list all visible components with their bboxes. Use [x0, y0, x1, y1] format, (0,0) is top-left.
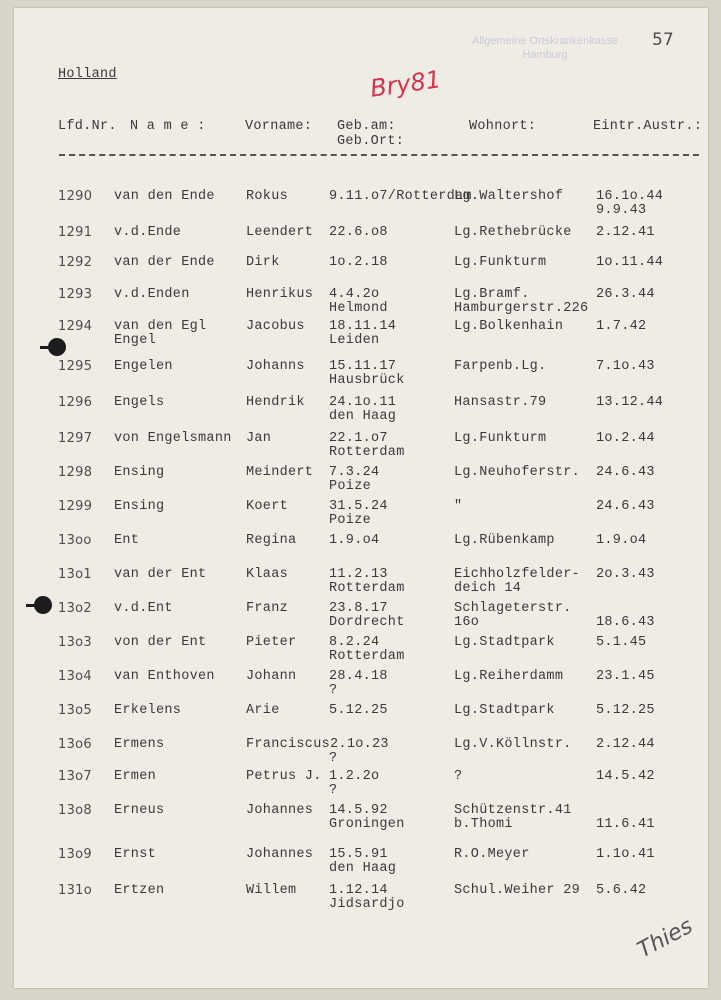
table-row — [14, 314, 708, 348]
entry-date: 5.6.42 — [596, 883, 647, 898]
residence-line-2: Hamburgerstr.226 — [454, 301, 589, 316]
table-row — [14, 732, 708, 766]
first-name: Arie — [246, 703, 280, 718]
surname: van Enthoven — [114, 669, 215, 684]
record-number: 13o3 — [58, 635, 92, 650]
surname: van der Ent — [114, 567, 207, 582]
residence: R.O.Meyer — [454, 847, 530, 862]
table-row — [14, 764, 708, 798]
surname: Ent — [114, 533, 140, 548]
document-page — [14, 8, 708, 988]
first-name: Meindert — [246, 465, 314, 480]
birth-date: 11.2.13 — [329, 567, 388, 582]
record-number: 13o2 — [58, 601, 92, 616]
birth-date: 22.6.o8 — [329, 225, 388, 240]
birth-place: Poize — [329, 479, 372, 494]
surname: Engelen — [114, 359, 173, 374]
birth-date: 31.5.24 — [329, 499, 388, 514]
first-name: Hendrik — [246, 395, 305, 410]
residence: Schützenstr.41 — [454, 803, 572, 818]
birth-place: Dordrecht — [329, 615, 405, 630]
entry-date: 1.9.o4 — [596, 533, 647, 548]
surname: van den Egl — [114, 319, 207, 334]
first-name: Klaas — [246, 567, 289, 582]
table-row — [14, 878, 708, 912]
birth-place: Rotterdam — [329, 581, 405, 596]
birth-date: 7.3.24 — [329, 465, 380, 480]
entry-date: 24.6.43 — [596, 499, 655, 514]
entry-date: 26.3.44 — [596, 287, 655, 302]
col-eintr-austr: Eintr.Austr.: — [593, 119, 703, 134]
surname: Ernst — [114, 847, 157, 862]
residence-line-2: b.Thomi — [454, 817, 513, 832]
record-number: 13o4 — [58, 669, 92, 684]
entry-date: 16.1o.44 — [596, 189, 664, 204]
header-divider — [59, 154, 699, 156]
residence: Lg.Funkturm — [454, 255, 547, 270]
first-name: Johannes — [246, 847, 314, 862]
birth-place: Rotterdam — [329, 649, 405, 664]
faded-stamp — [460, 34, 630, 62]
residence: ? — [454, 769, 463, 784]
table-row — [14, 390, 708, 424]
first-name: Rokus — [246, 189, 289, 204]
residence: Schul.Weiher 29 — [454, 883, 581, 898]
record-number: 131o — [58, 883, 92, 898]
surname-line-2: Engel — [114, 333, 157, 348]
table-row — [14, 664, 708, 698]
residence: Schlageterstr. — [454, 601, 572, 616]
table-row — [14, 184, 708, 218]
record-number: 1298 — [58, 465, 93, 480]
table-row — [14, 460, 708, 494]
record-number: 13o6 — [58, 737, 92, 752]
first-name: Franciscus2.1o.23 — [246, 737, 389, 752]
col-geb-am: Geb.am: — [337, 119, 396, 134]
table-row — [14, 630, 708, 664]
table-row — [14, 698, 708, 732]
first-name: Willem — [246, 883, 297, 898]
residence: Lg.Stadtpark — [454, 635, 555, 650]
record-number: 13o8 — [58, 803, 92, 818]
birth-date: 14.5.92 — [329, 803, 388, 818]
surname: Engels — [114, 395, 165, 410]
first-name: Johann — [246, 669, 297, 684]
record-number: 13o7 — [58, 769, 92, 784]
birth-place: Poize — [329, 513, 372, 528]
residence: Lg.Funkturm — [454, 431, 547, 446]
entry-date: 23.1.45 — [596, 669, 655, 684]
birth-place: ? — [329, 683, 338, 698]
table-row — [14, 528, 708, 562]
birth-place: ? — [329, 783, 338, 798]
entry-date: 1.7.42 — [596, 319, 647, 334]
birth-date: 15.11.17 — [329, 359, 397, 374]
surname: von Engelsmann — [114, 431, 232, 446]
entry-date: 14.5.42 — [596, 769, 655, 784]
birth-date: 28.4.18 — [329, 669, 388, 684]
table-row — [14, 220, 708, 254]
birth-place: ? — [329, 751, 338, 766]
record-number: 13o1 — [58, 567, 92, 582]
surname: Ensing — [114, 465, 165, 480]
surname: von der Ent — [114, 635, 207, 650]
exit-date: 9.9.43 — [596, 203, 647, 218]
residence: Farpenb.Lg. — [454, 359, 547, 374]
entry-date: 5.12.25 — [596, 703, 655, 718]
table-row — [14, 282, 708, 316]
entry-date: 7.1o.43 — [596, 359, 655, 374]
first-name: Johanns — [246, 359, 305, 374]
col-name: N a m e : — [130, 119, 206, 134]
birth-date: 1.12.14 — [329, 883, 388, 898]
birth-date: 5.12.25 — [329, 703, 388, 718]
birth-place: Helmond — [329, 301, 388, 316]
record-number: 1299 — [58, 499, 93, 514]
record-number: 1290 — [58, 189, 93, 204]
record-number: 1295 — [58, 359, 93, 374]
table-row — [14, 842, 708, 876]
surname: Ensing — [114, 499, 165, 514]
residence: Lg.V.Köllnstr. — [454, 737, 572, 752]
residence: " — [454, 499, 463, 514]
first-name: Pieter — [246, 635, 297, 650]
birth-place: Groningen — [329, 817, 405, 832]
birth-place: Jidsardjo — [329, 897, 405, 912]
birth-date: 18.11.14 — [329, 319, 397, 334]
birth-place: den Haag — [329, 861, 397, 876]
col-geb-ort: Geb.Ort: — [337, 134, 405, 149]
surname: van der Ende — [114, 255, 215, 270]
residence: Lg.Stadtpark — [454, 703, 555, 718]
birth-place: Leiden — [329, 333, 380, 348]
birth-date: 9.11.o7/Rotterdam — [329, 189, 472, 204]
entry-date: 2o.3.43 — [596, 567, 655, 582]
residence: Eichholzfelder- — [454, 567, 581, 582]
record-number: 1293 — [58, 287, 93, 302]
surname: Erneus — [114, 803, 165, 818]
birth-date: 15.5.91 — [329, 847, 388, 862]
surname: v.d.Ent — [114, 601, 173, 616]
record-number: 1296 — [58, 395, 93, 410]
birth-date: 4.4.2o — [329, 287, 380, 302]
first-name: Koert — [246, 499, 289, 514]
surname: Ermens — [114, 737, 165, 752]
entry-date: 13.12.44 — [596, 395, 664, 410]
stamp-line-1: Allgemeine Ortskrankenkasse — [471, 35, 619, 47]
table-row — [14, 562, 708, 596]
exit-date: 11.6.41 — [596, 817, 655, 832]
residence-line-2: deich 14 — [454, 581, 522, 596]
table-row — [14, 354, 708, 388]
first-name: Henrikus — [246, 287, 314, 302]
birth-date: 1.9.o4 — [329, 533, 380, 548]
surname: Ermen — [114, 769, 157, 784]
first-name: Petrus J. — [246, 769, 322, 784]
entry-date: 2.12.44 — [596, 737, 655, 752]
table-row — [14, 494, 708, 528]
record-number: 1291 — [58, 225, 93, 240]
first-name: Leendert — [246, 225, 314, 240]
residence: Lg.Rethebrücke — [454, 225, 572, 240]
surname: Erkelens — [114, 703, 182, 718]
residence: Lg.Neuhoferstr. — [454, 465, 581, 480]
surname: v.d.Ende — [114, 225, 182, 240]
residence: Lg.Bramf. — [454, 287, 530, 302]
birth-place: den Haag — [329, 409, 397, 424]
birth-date: 8.2.24 — [329, 635, 380, 650]
surname: v.d.Enden — [114, 287, 190, 302]
record-number: 1292 — [58, 255, 93, 270]
residence: Lg.Reiherdamm — [454, 669, 564, 684]
surname: van den Ende — [114, 189, 215, 204]
first-name: Dirk — [246, 255, 280, 270]
first-name: Jacobus — [246, 319, 305, 334]
residence: Lg.Waltershof — [454, 189, 564, 204]
handwritten-signature: Thies — [633, 913, 697, 964]
col-lfd-nr: Lfd.Nr. — [58, 119, 117, 134]
birth-place: Hausbrück — [329, 373, 405, 388]
col-wohnort: Wohnort: — [469, 119, 537, 134]
punch-hole-top — [48, 338, 66, 356]
entry-date: 1o.2.44 — [596, 431, 655, 446]
page-number: 57 — [652, 30, 674, 50]
residence-line-2: 16o — [454, 615, 480, 630]
first-name: Regina — [246, 533, 297, 548]
residence: Lg.Bolkenhain — [454, 319, 564, 334]
birth-date: 24.1o.11 — [329, 395, 397, 410]
table-row — [14, 798, 708, 832]
surname: Ertzen — [114, 883, 165, 898]
record-number: 13o5 — [58, 703, 92, 718]
birth-place: Rotterdam — [329, 445, 405, 460]
residence: Lg.Rübenkamp — [454, 533, 555, 548]
table-row — [14, 596, 708, 630]
first-name: Johannes — [246, 803, 314, 818]
col-vorname: Vorname: — [245, 119, 313, 134]
birth-date: 1.2.2o — [329, 769, 380, 784]
record-number: 13o9 — [58, 847, 92, 862]
entry-date: 5.1.45 — [596, 635, 647, 650]
record-number: 1297 — [58, 431, 93, 446]
record-number: 1294 — [58, 319, 93, 334]
first-name: Franz — [246, 601, 289, 616]
table-row — [14, 426, 708, 460]
entry-date: 2.12.41 — [596, 225, 655, 240]
country-heading: Holland — [58, 67, 117, 82]
record-number: 13oo — [58, 533, 92, 548]
entry-date: 1o.11.44 — [596, 255, 664, 270]
table-row — [14, 250, 708, 284]
entry-date: 24.6.43 — [596, 465, 655, 480]
punch-hole-bottom — [34, 596, 52, 614]
birth-date: 23.8.17 — [329, 601, 388, 616]
exit-date: 18.6.43 — [596, 615, 655, 630]
entry-date: 1.1o.41 — [596, 847, 655, 862]
red-pencil-mark: Bry81 — [368, 65, 443, 103]
birth-date: 22.1.o7 — [329, 431, 388, 446]
residence: Hansastr.79 — [454, 395, 547, 410]
first-name: Jan — [246, 431, 272, 446]
stamp-line-2: Hamburg — [522, 49, 568, 61]
birth-date: 1o.2.18 — [329, 255, 388, 270]
